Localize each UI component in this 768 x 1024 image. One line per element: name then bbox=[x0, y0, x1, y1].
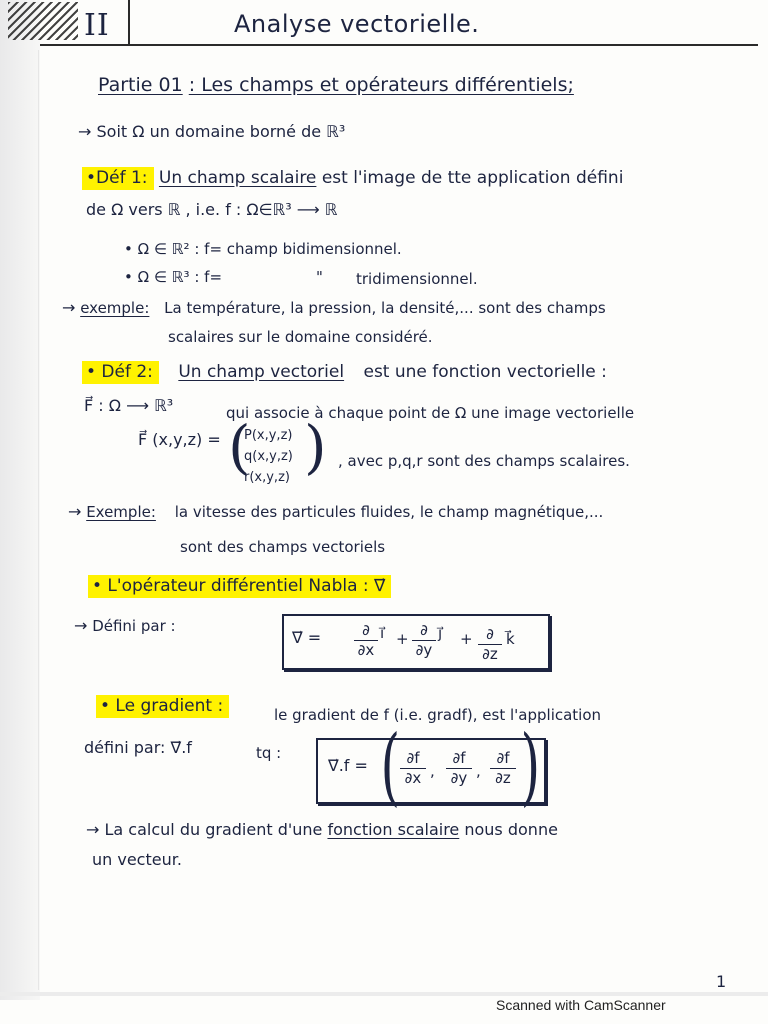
nabla-term-y: ∂ ∂y bbox=[412, 622, 436, 659]
plus-sign: + bbox=[396, 630, 409, 648]
component-p: P(x,y,z) bbox=[244, 428, 293, 443]
arrow-icon: → bbox=[74, 616, 88, 635]
scanner-watermark: Scanned with CamScanner bbox=[496, 997, 666, 1013]
def2-text-line1: est une fonction vectorielle : bbox=[363, 362, 607, 382]
def2-text-line2: qui associe à chaque point de Ω une image vectorielle bbox=[226, 404, 635, 422]
def1-bullet2-b: tridimensionnel. bbox=[356, 270, 478, 288]
gradient-term-x: ∂f ∂x bbox=[400, 750, 426, 787]
nabla-defined bbox=[74, 616, 176, 635]
def1-example bbox=[62, 298, 606, 317]
field-lhs: F⃗ (x,y,z) = bbox=[138, 430, 221, 449]
def2-term: Un champ vectoriel bbox=[178, 362, 345, 382]
note-text-a: La calcul du gradient d'une bbox=[104, 820, 323, 839]
def1-text-line1: est l'image de tte application défini bbox=[321, 168, 624, 188]
def1-bullet2-ditto: " bbox=[316, 268, 323, 286]
def1-bullet1: • Ω ∈ ℝ² : f= champ bidimensionnel. bbox=[124, 240, 402, 258]
component-q: q(x,y,z) bbox=[244, 449, 293, 464]
gradient-formula-box bbox=[316, 717, 546, 815]
right-paren: ) bbox=[520, 717, 541, 815]
def1-label: •Déf 1: bbox=[82, 167, 154, 190]
gradient-term-z: ∂f ∂z bbox=[490, 750, 516, 787]
def2-label: • Déf 2: bbox=[82, 361, 159, 384]
header-rule bbox=[40, 44, 758, 46]
nabla-term-z: ∂ ∂z bbox=[478, 626, 502, 663]
page-edge bbox=[0, 992, 768, 996]
component-r: r(x,y,z) bbox=[244, 470, 290, 485]
example-label: exemple: bbox=[80, 299, 150, 317]
def2-example-line2: sont des champs vectoriels bbox=[180, 538, 386, 556]
spiral-wire-icon bbox=[8, 2, 78, 40]
def1-example-line2: scalaires sur le domaine considéré. bbox=[168, 328, 433, 346]
nabla-heading bbox=[88, 576, 391, 596]
example-label: Exemple: bbox=[86, 503, 156, 521]
def1-heading bbox=[82, 168, 623, 188]
gradient-text-line1: le gradient de f (i.e. gradf), est l'application bbox=[274, 706, 602, 724]
note-term: fonction scalaire bbox=[327, 820, 460, 839]
margin-line bbox=[38, 50, 39, 990]
partie-heading bbox=[98, 74, 574, 96]
intro-line bbox=[78, 122, 345, 141]
left-paren: ( bbox=[380, 717, 401, 815]
page-mark: 1 bbox=[716, 972, 727, 991]
note-line1 bbox=[86, 820, 558, 839]
arrow-icon: → bbox=[68, 502, 82, 521]
arrow-icon: → bbox=[78, 122, 92, 141]
comma: , bbox=[430, 762, 435, 780]
gradient-label: • Le gradient : bbox=[96, 695, 229, 718]
chapter-title: Analyse vectorielle. bbox=[234, 10, 480, 38]
gradient-heading bbox=[96, 696, 229, 716]
nabla-label: • L'opérateur différentiel Nabla : ∇⃗ bbox=[88, 575, 391, 598]
note-text-b: nous donne bbox=[464, 820, 558, 839]
def2-map: F⃗ : Ω ⟶ ℝ³ bbox=[84, 396, 174, 415]
spiral-binding bbox=[0, 0, 40, 1000]
note-line2: un vecteur. bbox=[92, 850, 182, 869]
header-separator bbox=[128, 0, 130, 46]
gradient-text-line2: défini par: ∇⃗.f bbox=[84, 738, 192, 757]
gradient-term-y: ∂f ∂y bbox=[446, 750, 472, 787]
unit-vector-i: i⃗ bbox=[380, 624, 385, 642]
left-paren: ( bbox=[228, 413, 251, 481]
nabla-lhs: ∇⃗ = bbox=[292, 628, 322, 647]
partie-label: Partie 01 bbox=[98, 74, 183, 96]
plus-sign: + bbox=[460, 630, 473, 648]
def1-text-line2: de Ω vers ℝ , i.e. f : Ω∈ℝ³ ⟶ ℝ bbox=[86, 200, 338, 219]
unit-vector-j: j⃗ bbox=[438, 624, 443, 642]
intro-text: Soit Ω un domaine borné de ℝ³ bbox=[96, 122, 346, 141]
arrow-icon: → bbox=[62, 298, 76, 317]
nabla-term-x: ∂ ∂x bbox=[354, 622, 378, 659]
nabla-defined-by: Défini par : bbox=[92, 617, 176, 635]
right-paren: ) bbox=[304, 413, 327, 481]
nabla-formula-box bbox=[282, 614, 550, 670]
def2-example-line1: la vitesse des particules fluides, le champ magnétique,... bbox=[174, 503, 604, 521]
def2-example bbox=[68, 502, 603, 521]
gradient-tq: tq : bbox=[256, 744, 282, 762]
def1-bullet2-a: • Ω ∈ ℝ³ : f= bbox=[124, 268, 223, 286]
def2-heading bbox=[82, 362, 607, 382]
def1-example-line1: La température, la pression, la densité,... sont des champs bbox=[164, 299, 606, 317]
arrow-icon: → bbox=[86, 820, 100, 839]
partie-title: : Les champs et opérateurs différentiels; bbox=[188, 74, 574, 96]
comma: , bbox=[476, 762, 481, 780]
def1-term: Un champ scalaire bbox=[158, 168, 317, 188]
unit-vector-k: k⃗ bbox=[506, 630, 515, 648]
gradient-lhs: ∇⃗.f = bbox=[328, 756, 368, 775]
def2-text-line3: , avec p,q,r sont des champs scalaires. bbox=[338, 452, 630, 470]
chapter-number: II bbox=[84, 8, 110, 43]
